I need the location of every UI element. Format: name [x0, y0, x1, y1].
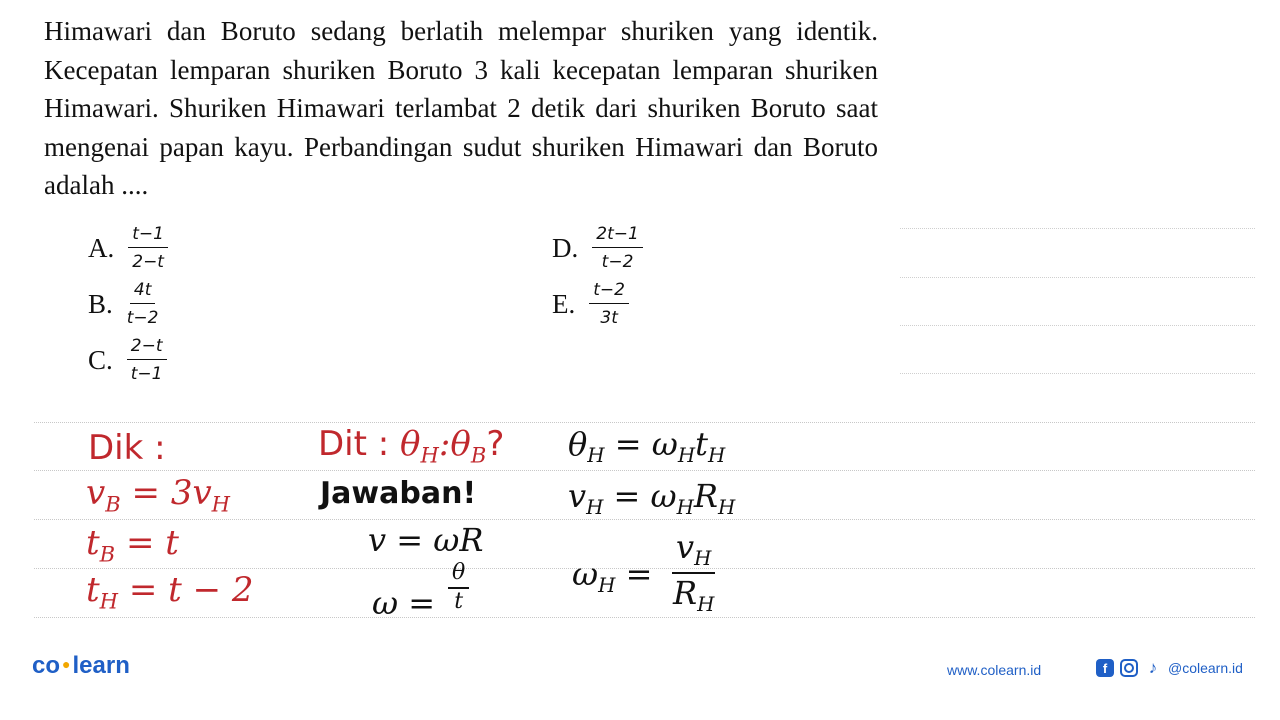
answer-rule: [900, 325, 1255, 326]
vb-equation: $v_B = 3v_H$: [86, 473, 231, 517]
v-h-equation: $v_H = \omega_HR_H$: [568, 477, 736, 519]
option-c[interactable]: [88, 336, 171, 384]
option-fraction: $\frac{t-2}{3t}$: [585, 280, 633, 328]
answer-rule: [900, 277, 1255, 278]
notebook-line: [34, 422, 1255, 423]
notebook-line: [34, 470, 1255, 471]
option-a[interactable]: [88, 224, 172, 272]
jawaban-label: Jawaban!: [320, 476, 477, 511]
tb-equation: $t_B = t$: [86, 523, 179, 567]
option-letter: E.: [552, 288, 576, 319]
notebook-line: [34, 519, 1255, 520]
option-letter: D.: [552, 232, 579, 263]
option-fraction: $\frac{4t}{t-2}$: [126, 280, 159, 328]
dit-line: Dit : $\theta_H:\theta_B$?: [318, 424, 505, 468]
option-fraction: $\frac{2t-1}{t-2}$: [588, 224, 647, 272]
omega-h-fraction: $v_H$ $R_H$: [672, 528, 715, 616]
dik-label: Dik :: [88, 428, 166, 468]
option-b[interactable]: [88, 280, 163, 328]
tiktok-icon[interactable]: ♪: [1148, 658, 1158, 677]
colearn-logo[interactable]: co ●learn: [32, 652, 130, 679]
option-fraction: $\frac{2-t}{t-1}$: [123, 336, 171, 384]
website-link[interactable]: www.colearn.id: [947, 662, 1042, 678]
option-letter: A.: [88, 232, 115, 263]
option-e[interactable]: [552, 280, 633, 328]
th-equation: $t_H = t - 2$: [86, 570, 254, 614]
option-d[interactable]: [552, 224, 647, 272]
facebook-icon[interactable]: f: [1096, 659, 1114, 677]
social-handle[interactable]: @colearn.id: [1168, 660, 1243, 676]
social-links: [1096, 659, 1243, 677]
v-omega-r: v = ωR: [368, 521, 484, 559]
instagram-icon[interactable]: [1120, 659, 1138, 677]
option-letter: B.: [88, 288, 113, 319]
answer-rule: [900, 228, 1255, 229]
answer-rule: [900, 373, 1255, 374]
theta-h-equation: $\theta_H = \omega_Ht_H$: [568, 425, 726, 467]
omega-lhs: ω =: [372, 584, 436, 622]
logo-dot: ●: [62, 656, 71, 672]
option-fraction: $\frac{t-1}{2-t}$: [124, 224, 172, 272]
question-text: Himawari dan Boruto sedang berlatih melempar shuriken yang identik. Kecepatan lemparan shuriken Boruto 3 kali kecepatan lemparan shuriken Himawari. Shuriken Himawari terlambat 2 detik dari shuriken Boruto saat mengenai papan kayu. Perbandingan sudut shuriken Himawari dan Boruto adalah ....: [44, 16, 878, 200]
notebook-line: [34, 617, 1255, 618]
option-letter: C.: [88, 344, 113, 375]
omega-h-lhs: $\omega_H$ =: [572, 555, 653, 597]
omega-fraction: θ t: [448, 560, 469, 614]
